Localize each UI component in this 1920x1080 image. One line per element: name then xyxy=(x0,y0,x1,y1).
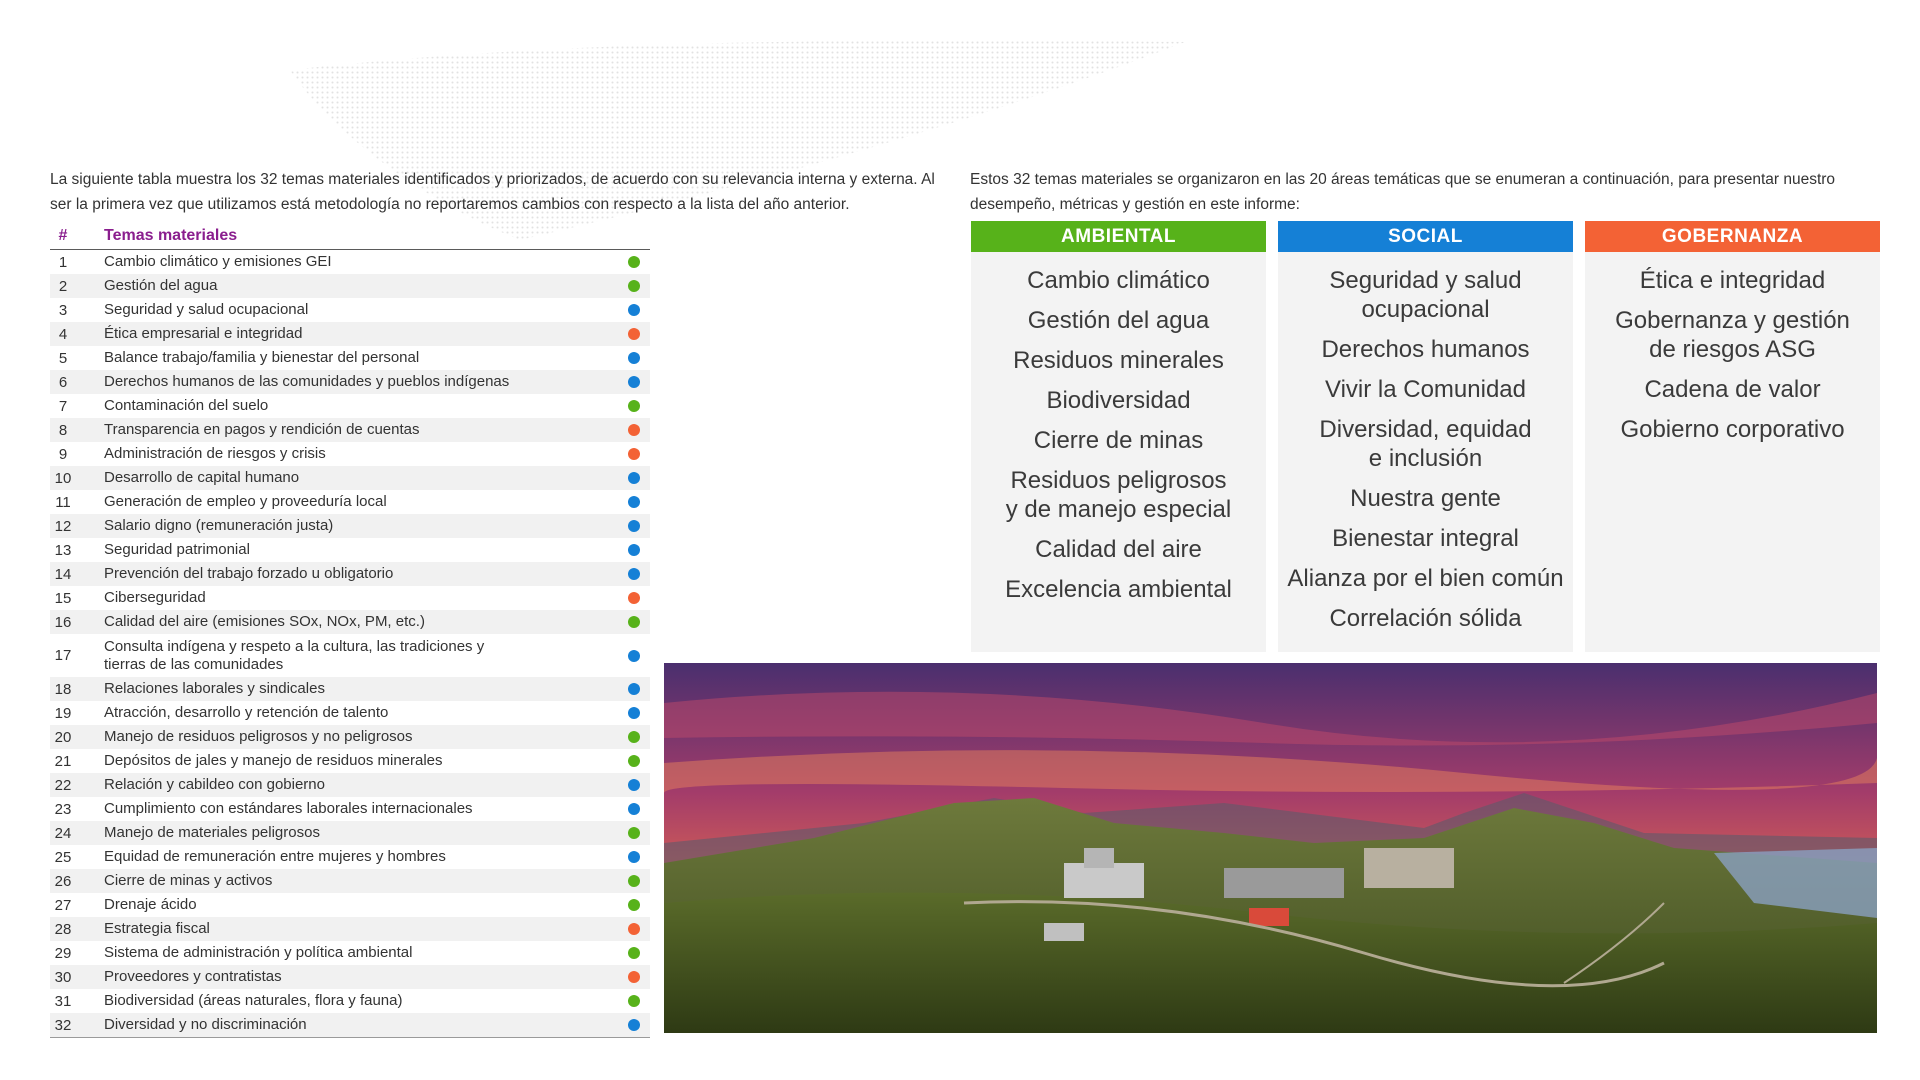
area-item: Gobernanza y gestión de riesgos ASG xyxy=(1615,307,1850,363)
area-gobernanza xyxy=(1585,221,1880,652)
row-number: 25 xyxy=(54,848,72,866)
table-row xyxy=(50,394,650,418)
row-number: 14 xyxy=(54,565,72,583)
row-topic: Balance trabajo/familia y bienestar del personal xyxy=(104,349,420,366)
area-social xyxy=(1278,221,1573,652)
row-number: 24 xyxy=(54,824,72,842)
row-topic: Manejo de materiales peligrosos xyxy=(104,824,320,841)
table-row xyxy=(50,989,650,1013)
table-row xyxy=(50,797,650,821)
table-row xyxy=(50,514,650,538)
category-dot-icon xyxy=(628,256,640,268)
area-item: Biodiversidad xyxy=(1046,387,1191,414)
table-row xyxy=(50,1013,650,1037)
category-dot-icon xyxy=(628,568,640,580)
header-topic: Temas materiales xyxy=(104,226,238,244)
table-body xyxy=(50,250,650,1037)
header-number: # xyxy=(58,226,68,244)
table-row xyxy=(50,725,650,749)
row-topic: Proveedores y contratistas xyxy=(104,968,282,985)
row-topic: Ciberseguridad xyxy=(104,589,206,606)
material-topics-table xyxy=(50,222,650,1038)
row-number: 5 xyxy=(58,349,68,367)
area-item: Ética e integridad xyxy=(1639,267,1826,294)
table-row xyxy=(50,562,650,586)
row-number: 2 xyxy=(58,277,68,295)
row-number: 13 xyxy=(54,541,72,559)
area-item: Excelencia ambiental xyxy=(1005,576,1232,603)
row-number: 1 xyxy=(58,253,68,271)
table-row xyxy=(50,917,650,941)
category-dot-icon xyxy=(628,616,640,628)
category-dot-icon xyxy=(628,424,640,436)
row-number: 11 xyxy=(55,493,71,511)
category-dot-icon xyxy=(628,947,640,959)
row-number: 26 xyxy=(54,872,72,890)
category-dot-icon xyxy=(628,995,640,1007)
category-dot-icon xyxy=(628,731,640,743)
mine-landscape-photo xyxy=(664,663,1877,1033)
area-item: Cierre de minas xyxy=(1033,427,1204,454)
category-dot-icon xyxy=(628,683,640,695)
row-topic: Ética empresarial e integridad xyxy=(104,325,303,342)
area-item: Gobierno corporativo xyxy=(1620,416,1845,443)
row-topic: Cumplimiento con estándares laborales internacionales xyxy=(104,800,473,817)
table-row xyxy=(50,610,650,634)
category-dot-icon xyxy=(628,875,640,887)
row-topic: Equidad de remuneración entre mujeres y hombres xyxy=(104,848,446,865)
row-number: 31 xyxy=(54,992,72,1010)
area-social-title: SOCIAL xyxy=(1278,221,1573,252)
row-topic: Derechos humanos de las comunidades y pueblos indígenas xyxy=(104,373,510,390)
area-item: Alianza por el bien común xyxy=(1287,565,1564,592)
category-dot-icon xyxy=(628,400,640,412)
table-row xyxy=(50,442,650,466)
row-number: 20 xyxy=(54,728,72,746)
row-topic: Drenaje ácido xyxy=(104,896,197,913)
category-dot-icon xyxy=(628,472,640,484)
row-topic: Contaminación del suelo xyxy=(104,397,269,414)
table-bottom-rule xyxy=(50,1037,650,1038)
table-row xyxy=(50,749,650,773)
table-row xyxy=(50,274,650,298)
intro-right-text: Estos 32 temas materiales se organizaron en las 20 áreas temáticas que se enumeran a continuación, para presentar nuestro desempeño, métricas y gestión en este informe: xyxy=(970,170,1836,213)
area-ambiental-title: AMBIENTAL xyxy=(971,221,1266,252)
row-topic: Seguridad y salud ocupacional xyxy=(104,301,309,318)
category-dot-icon xyxy=(628,755,640,767)
row-topic: Estrategia fiscal xyxy=(104,920,210,937)
area-item: Gestión del agua xyxy=(1027,307,1210,334)
row-topic: Cierre de minas y activos xyxy=(104,872,273,889)
category-dot-icon xyxy=(628,803,640,815)
table-row xyxy=(50,677,650,701)
row-number: 27 xyxy=(54,896,72,914)
table-row xyxy=(50,845,650,869)
table-row xyxy=(50,634,650,677)
row-number: 8 xyxy=(58,421,68,439)
area-item: Bienestar integral xyxy=(1332,525,1519,552)
row-number: 6 xyxy=(58,373,68,391)
table-row xyxy=(50,418,650,442)
category-dot-icon xyxy=(628,827,640,839)
row-topic: Relación y cabildeo con gobierno xyxy=(104,776,325,793)
area-item: Correlación sólida xyxy=(1329,605,1522,632)
table-row xyxy=(50,490,650,514)
category-dot-icon xyxy=(628,280,640,292)
category-dot-icon xyxy=(628,544,640,556)
row-topic: Diversidad y no discriminación xyxy=(104,1016,307,1033)
row-topic: Administración de riesgos y crisis xyxy=(104,445,326,462)
category-dot-icon xyxy=(628,496,640,508)
area-item: Residuos minerales xyxy=(1013,347,1224,374)
category-dot-icon xyxy=(628,352,640,364)
table-row xyxy=(50,466,650,490)
category-dot-icon xyxy=(628,779,640,791)
area-item: Seguridad y salud ocupacional xyxy=(1329,267,1522,323)
table-row xyxy=(50,586,650,610)
category-dot-icon xyxy=(628,328,640,340)
area-item: Nuestra gente xyxy=(1350,485,1501,512)
table-row xyxy=(50,250,650,274)
row-topic: Salario digno (remuneración justa) xyxy=(104,517,334,534)
area-gobernanza-list xyxy=(1585,252,1880,652)
category-dot-icon xyxy=(628,650,640,662)
row-topic: Depósitos de jales y manejo de residuos minerales xyxy=(104,752,443,769)
table-row xyxy=(50,701,650,725)
row-topic: Cambio climático y emisiones GEI xyxy=(104,253,332,270)
row-number: 4 xyxy=(58,325,68,343)
area-item: Derechos humanos xyxy=(1321,336,1530,363)
area-item: Cadena de valor xyxy=(1644,376,1821,403)
row-topic: Generación de empleo y proveeduría local xyxy=(104,493,387,510)
table-header xyxy=(50,222,650,250)
table-row xyxy=(50,370,650,394)
area-item: Diversidad, equidad e inclusión xyxy=(1319,416,1532,472)
table-row xyxy=(50,346,650,370)
row-number: 16 xyxy=(54,613,72,631)
row-number: 3 xyxy=(58,301,68,319)
row-number: 32 xyxy=(54,1016,72,1034)
category-dot-icon xyxy=(628,304,640,316)
row-number: 21 xyxy=(54,752,72,770)
area-item: Calidad del aire xyxy=(1035,536,1202,563)
category-dot-icon xyxy=(628,448,640,460)
area-gobernanza-title: GOBERNANZA xyxy=(1585,221,1880,252)
intro-left-text: La siguiente tabla muestra los 32 temas materiales identificados y priorizados, de acuerdo con su relevancia interna y externa. Al ser la primera vez que utilizamos está metodología no reportaremos cambios con respecto a la lista del año anterior. xyxy=(50,170,935,213)
area-ambiental xyxy=(971,221,1266,652)
area-item: Vivir la Comunidad xyxy=(1325,376,1526,403)
row-topic: Consulta indígena y respeto a la cultura, las tradiciones y tierras de las comunidades xyxy=(104,637,485,673)
area-item: Residuos peligrosos y de manejo especial xyxy=(1005,467,1232,523)
row-topic: Seguridad patrimonial xyxy=(104,541,250,558)
row-topic: Gestión del agua xyxy=(104,277,218,294)
table-row xyxy=(50,821,650,845)
row-number: 23 xyxy=(54,800,72,818)
row-number: 7 xyxy=(58,397,68,415)
category-dot-icon xyxy=(628,923,640,935)
row-number: 22 xyxy=(54,776,72,794)
row-topic: Calidad del aire (emisiones SOx, NOx, PM, etc.) xyxy=(104,613,425,630)
row-number: 17 xyxy=(54,647,72,664)
row-topic: Manejo de residuos peligrosos y no peligrosos xyxy=(104,728,413,745)
row-number: 15 xyxy=(54,589,72,607)
category-dot-icon xyxy=(628,1019,640,1031)
row-number: 12 xyxy=(54,517,72,535)
table-row xyxy=(50,893,650,917)
row-number: 9 xyxy=(58,445,68,463)
area-item: Cambio climático xyxy=(1027,267,1210,294)
category-dot-icon xyxy=(628,899,640,911)
table-row xyxy=(50,941,650,965)
category-dot-icon xyxy=(628,851,640,863)
table-row xyxy=(50,965,650,989)
row-topic: Biodiversidad (áreas naturales, flora y fauna) xyxy=(104,992,403,1009)
category-dot-icon xyxy=(628,971,640,983)
row-topic: Prevención del trabajo forzado u obligatorio xyxy=(104,565,394,582)
row-topic: Atracción, desarrollo y retención de talento xyxy=(104,704,389,721)
table-row xyxy=(50,869,650,893)
area-social-list xyxy=(1278,252,1573,652)
category-dot-icon xyxy=(628,707,640,719)
row-topic: Sistema de administración y política ambiental xyxy=(104,944,413,961)
row-topic: Relaciones laborales y sindicales xyxy=(104,680,325,697)
category-dot-icon xyxy=(628,592,640,604)
row-topic: Transparencia en pagos y rendición de cuentas xyxy=(104,421,420,438)
table-row xyxy=(50,322,650,346)
category-dot-icon xyxy=(628,520,640,532)
row-number: 29 xyxy=(54,944,72,962)
row-number: 10 xyxy=(54,469,72,487)
row-number: 18 xyxy=(54,680,72,698)
table-row xyxy=(50,298,650,322)
table-row xyxy=(50,538,650,562)
row-number: 28 xyxy=(54,920,72,938)
category-dot-icon xyxy=(628,376,640,388)
row-topic: Desarrollo de capital humano xyxy=(104,469,300,486)
row-number: 19 xyxy=(54,704,72,722)
table-row xyxy=(50,773,650,797)
thematic-areas xyxy=(971,221,1880,652)
area-ambiental-list xyxy=(971,252,1266,652)
row-number: 30 xyxy=(54,968,72,986)
